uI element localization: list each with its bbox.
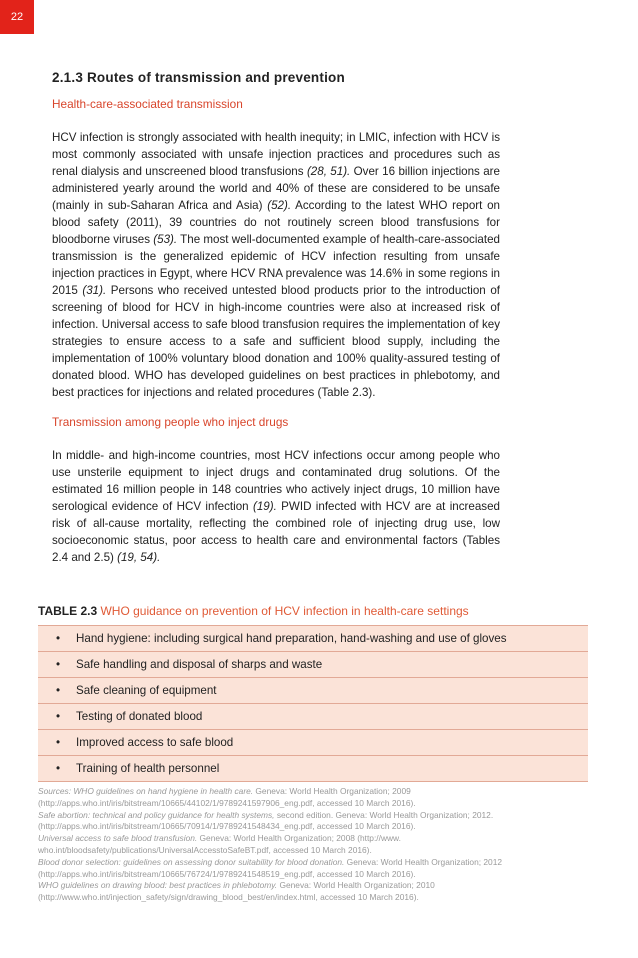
table-row xyxy=(38,756,588,782)
paragraph-pwid xyxy=(52,447,500,566)
source-item xyxy=(38,880,588,904)
bullet-icon: • xyxy=(56,684,61,697)
citation: (53). xyxy=(153,233,178,246)
source-title: Safe abortion: technical and policy guidance for health systems, xyxy=(38,809,275,820)
main-content xyxy=(52,70,500,580)
citation: (28, 51). xyxy=(306,165,351,178)
citation: (19, 54). xyxy=(117,551,161,564)
text-run: According to the latest WHO report on blood safety (2011), 39 countries do not routinely screen blood transfusions for bloodborne viruses xyxy=(52,199,500,246)
row-text: Safe handling and disposal of sharps and waste xyxy=(76,658,323,671)
guidance-table xyxy=(38,625,588,782)
text-run: Geneva: World Health Organization; 2012 (http://apps.who.int/iris/bitstream/10665/76724/1/9789241548519_eng.pdf, accessed 10 March 2016). xyxy=(38,856,503,879)
text-run: Geneva: World Health Organization; 2009 (http://apps.who.int/iris/bitstream/10665/44102/1/9789241597906_eng.pdf, accessed 10 March 2016). xyxy=(38,786,416,808)
section-heading: 2.1.3 Routes of transmission and prevention xyxy=(52,70,345,85)
row-text: Improved access to safe blood xyxy=(76,736,234,749)
text-run: second edition. Geneva: World Health Organization; 2012. (http://apps.who.int/iris/bitstream/10665/70914/1/9789241548434_eng.pdf, accessed 10 March 2016). xyxy=(38,809,494,832)
citation: (19). xyxy=(252,500,277,513)
text-run: Persons who received untested blood products prior to the introduction of screening of blood for HCV in high-income countries were also at increased risk of infection. Universal access to safe blood transfusion requires the implementation of key strategies to ensure access to a safe and sufficient blood supply, including the implementation of 100% voluntary blood donation and 100% quality-assured testing of donated blood. WHO has developed guidelines on best practices in phlebotomy, and best practices for injections and related procedures (Table 2.3). xyxy=(52,284,500,399)
table-row xyxy=(38,730,588,756)
bullet-icon: • xyxy=(56,632,61,645)
table-label: TABLE 2.3 xyxy=(38,604,98,618)
text-run: Geneva: World Health Organization; 2008 (http://www. who.int/bloodsafety/publications/UniversalAccesstoSafeBT.pdf, accessed 10 March 2016). xyxy=(38,833,401,855)
source-title: Universal access to safe blood transfusion. xyxy=(38,833,198,844)
bullet-icon: • xyxy=(56,658,61,671)
bullet-icon: • xyxy=(56,762,61,775)
text-run: In middle- and high-income countries, most HCV infections occur among people who use unsterile equipment to inject drugs and contaminated drug solutions. Of the estimated 16 million people in 148 countries who actively inject drugs, 10 million have serological evidence of HCV infection xyxy=(52,449,500,513)
source-title: Sources: WHO guidelines on hand hygiene in health care. xyxy=(38,786,254,796)
source-item xyxy=(38,833,588,857)
citation: (31). xyxy=(82,284,107,297)
source-title: WHO guidelines on drawing blood: best practices in phlebotomy. xyxy=(38,880,278,891)
text-run: Geneva: World Health Organization; 2010 (http://www.who.int/injection_safety/sign/drawing_blood_best/en/index.html, accessed 10 March 2016). xyxy=(38,880,435,903)
row-text: Hand hygiene: including surgical hand preparation, hand-washing and use of gloves xyxy=(76,632,507,645)
citation: (52). xyxy=(267,199,292,212)
bullet-icon: • xyxy=(56,710,61,723)
source-title: Blood donor selection: guidelines on assessing donor suitability for blood donation. xyxy=(38,856,345,867)
subheading-pwid: Transmission among people who inject drugs xyxy=(52,415,289,429)
text-run: PWID infected with HCV are at increased risk of all-cause mortality, reflecting the combined role of injecting drug use, low socioeconomic status, poor access to health care and environmental factors (Tables 2.4 and 2.5) xyxy=(52,500,501,564)
source-item xyxy=(38,810,588,834)
table-title: WHO guidance on prevention of HCV infection in health-care settings xyxy=(100,604,469,618)
text-run: HCV infection is strongly associated with health inequity; in LMIC, infection with HCV is most commonly associated with unsafe injection practices and procedures such as renal dialysis and unscreened blood transfusions xyxy=(52,131,500,178)
table-row xyxy=(38,704,588,730)
table-row xyxy=(38,678,588,704)
sources-list xyxy=(38,786,588,904)
paragraph-health-care xyxy=(52,129,500,401)
source-item xyxy=(38,786,588,810)
row-text: Testing of donated blood xyxy=(76,710,203,723)
subheading-health-care: Health-care-associated transmission xyxy=(52,97,243,111)
page-number: 22 xyxy=(0,0,34,34)
text-run: The most well-documented example of health-care-associated transmission is the generalized epidemic of HCV infection resulting from unsafe injection practices in Egypt, where HCV RNA prevalence was 14.6% in some regions in 2015 xyxy=(52,233,500,297)
table-caption xyxy=(38,604,469,618)
table-row xyxy=(38,626,588,652)
row-text: Safe cleaning of equipment xyxy=(76,684,217,697)
source-item xyxy=(38,857,588,881)
bullet-icon: • xyxy=(56,736,61,749)
row-text: Training of health personnel xyxy=(76,762,220,775)
text-run: Over 16 billion injections are administered yearly around the world and 40% of these are considered to be unsafe (mainly in sub-Saharan Africa and Asia) xyxy=(52,165,500,212)
table-row xyxy=(38,652,588,678)
